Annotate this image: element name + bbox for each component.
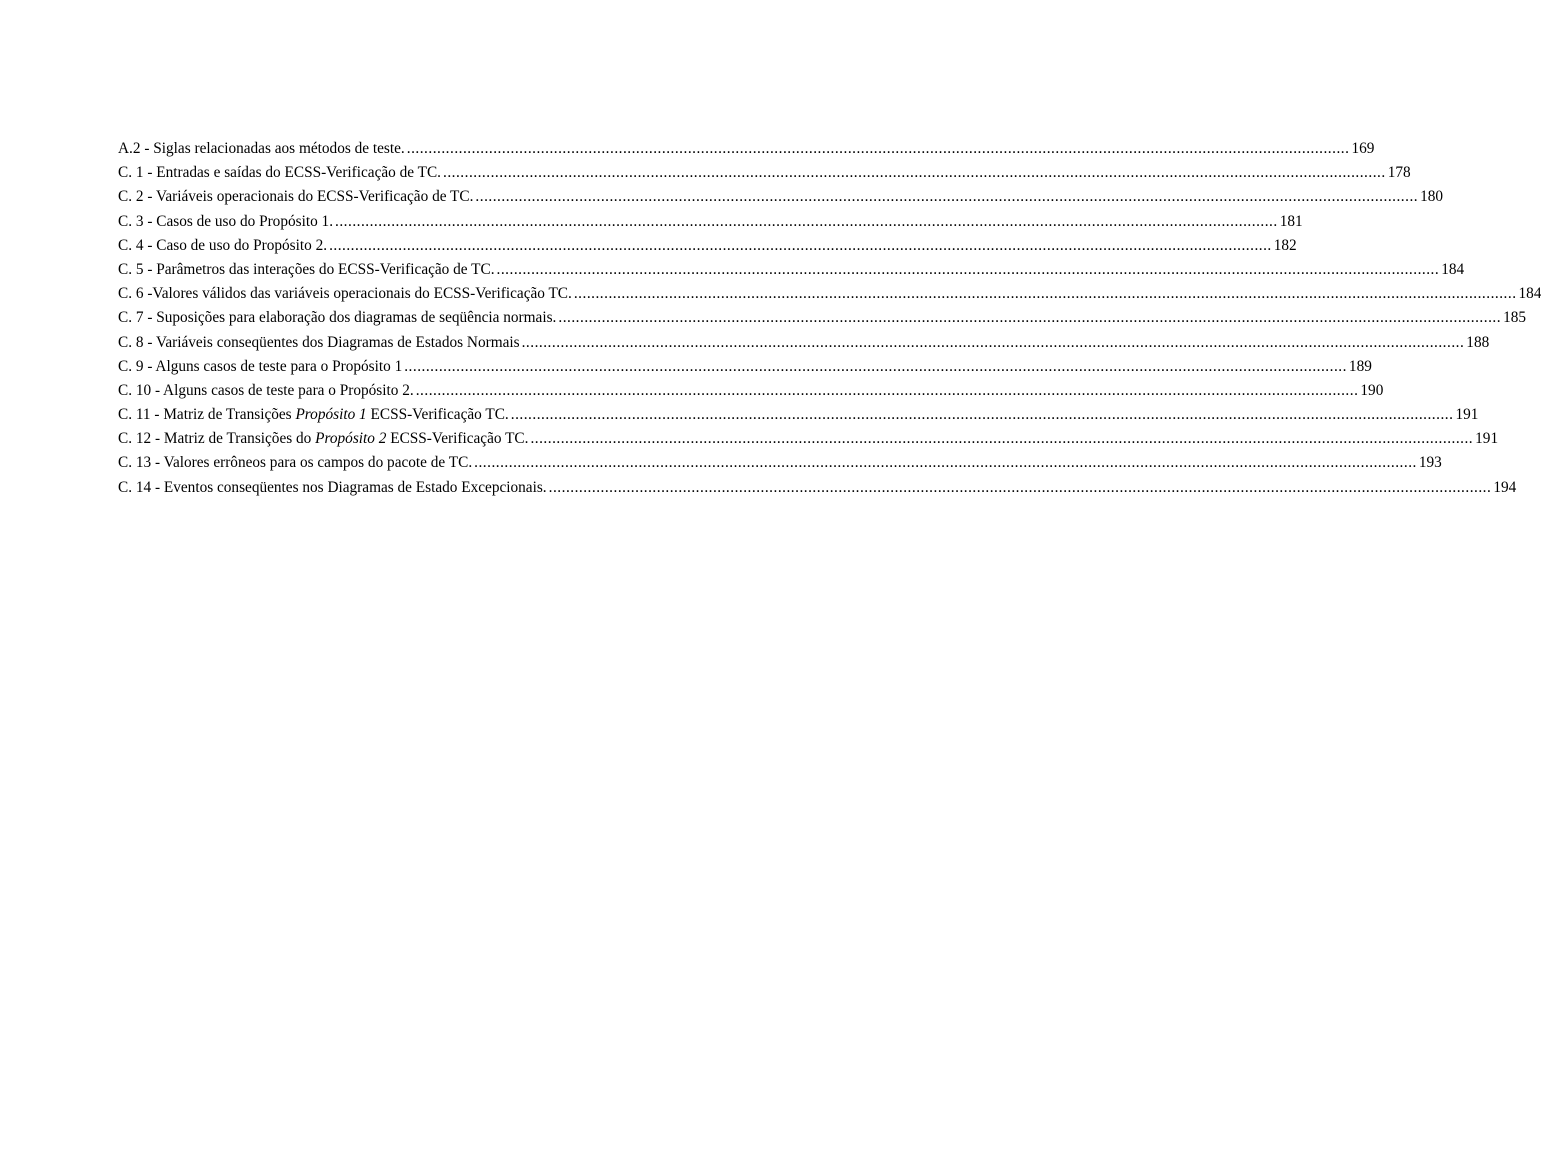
toc-entry-page: 193 xyxy=(1418,454,1442,472)
toc-entry-title: C. 2 - Variáveis operacionais do ECSS-Verificação de TC. xyxy=(118,188,474,206)
toc-entry[interactable] xyxy=(118,427,1499,451)
toc-entry-page: 184 xyxy=(1518,285,1541,303)
dot-leader xyxy=(475,185,1418,209)
dot-leader xyxy=(416,379,1359,403)
toc-entry-title xyxy=(118,403,509,427)
title-italic-term: Propósito 2 xyxy=(315,430,387,448)
toc-entry-title: C. 1 - Entradas e saídas do ECSS-Verificação de TC. xyxy=(118,164,441,182)
toc-entry-page: 188 xyxy=(1466,333,1490,351)
toc-entry-page: 194 xyxy=(1493,478,1517,496)
dot-leader xyxy=(407,137,1350,161)
dot-leader xyxy=(404,355,1347,379)
toc-entry-page: 189 xyxy=(1348,357,1372,375)
toc-entry-page: 181 xyxy=(1279,212,1303,230)
toc-entry-title: C. 9 - Alguns casos de teste para o Propósito 1 xyxy=(118,357,403,375)
toc-entry[interactable] xyxy=(118,306,1527,330)
title-italic-term: Propósito 1 xyxy=(295,406,367,424)
toc-entry[interactable] xyxy=(118,282,1541,306)
list-of-tables xyxy=(118,137,1541,500)
title-text-end: ECSS-Verificação TC. xyxy=(386,430,529,448)
dot-leader xyxy=(530,427,1473,451)
dot-leader xyxy=(497,258,1440,282)
dot-leader xyxy=(335,210,1278,234)
toc-entry[interactable] xyxy=(118,451,1442,475)
dot-leader xyxy=(574,282,1517,306)
toc-entry-title: C. 13 - Valores errôneos para os campos do pacote de TC. xyxy=(118,454,473,472)
toc-entry-title: C. 7 - Suposições para elaboração dos diagramas de seqüência normais. xyxy=(118,309,557,327)
toc-entry-title: C. 8 - Variáveis conseqüentes dos Diagramas de Estados Normais xyxy=(118,333,520,351)
toc-entry-page: 180 xyxy=(1420,188,1444,206)
toc-entry-title: C. 6 -Valores válidos das variáveis operacionais do ECSS-Verificação TC. xyxy=(118,285,572,303)
dot-leader xyxy=(549,476,1492,500)
toc-entry[interactable] xyxy=(118,137,1375,161)
dot-leader xyxy=(522,331,1465,355)
toc-entry[interactable] xyxy=(118,234,1297,258)
toc-entry-title: C. 14 - Eventos conseqüentes nos Diagramas de Estado Excepcionais. xyxy=(118,478,547,496)
title-text-start: C. 12 - Matriz de Transições do xyxy=(118,430,316,448)
toc-entry[interactable] xyxy=(118,161,1411,185)
toc-entry-page: 185 xyxy=(1503,309,1527,327)
toc-entry-title: C. 10 - Alguns casos de teste para o Propósito 2. xyxy=(118,381,414,399)
toc-entry-page: 169 xyxy=(1351,140,1375,157)
toc-entry-title: C. 4 - Caso de uso do Propósito 2. xyxy=(118,236,328,254)
toc-entry[interactable] xyxy=(118,379,1384,403)
title-text-end: ECSS-Verificação TC. xyxy=(366,406,509,424)
toc-entry-page: 191 xyxy=(1455,406,1479,424)
toc-entry[interactable] xyxy=(118,476,1517,500)
dot-leader xyxy=(474,451,1417,475)
toc-entry-title: C. 5 - Parâmetros das interações do ECSS-Verificação de TC. xyxy=(118,260,495,278)
toc-entry-page: 182 xyxy=(1273,236,1297,254)
toc-entry[interactable] xyxy=(118,355,1372,379)
toc-entry[interactable] xyxy=(118,403,1479,427)
toc-entry-page: 178 xyxy=(1387,164,1411,182)
toc-entry-title: C. 3 - Casos de uso do Propósito 1. xyxy=(118,212,334,230)
dot-leader xyxy=(443,161,1386,185)
dot-leader xyxy=(329,234,1272,258)
title-text-start: C. 11 - Matriz de Transições xyxy=(118,406,296,424)
toc-entry-page: 184 xyxy=(1441,260,1465,278)
toc-entry-title xyxy=(118,427,528,451)
toc-entry[interactable] xyxy=(118,185,1444,209)
toc-entry[interactable] xyxy=(118,210,1303,234)
dot-leader xyxy=(511,403,1454,427)
toc-entry-title: A.2 - Siglas relacionadas aos métodos de teste. xyxy=(118,140,405,157)
toc-entry[interactable] xyxy=(118,331,1490,355)
toc-entry[interactable] xyxy=(118,258,1465,282)
toc-entry-page: 191 xyxy=(1475,430,1499,448)
toc-entry-page: 190 xyxy=(1360,381,1384,399)
dot-leader xyxy=(558,306,1501,330)
